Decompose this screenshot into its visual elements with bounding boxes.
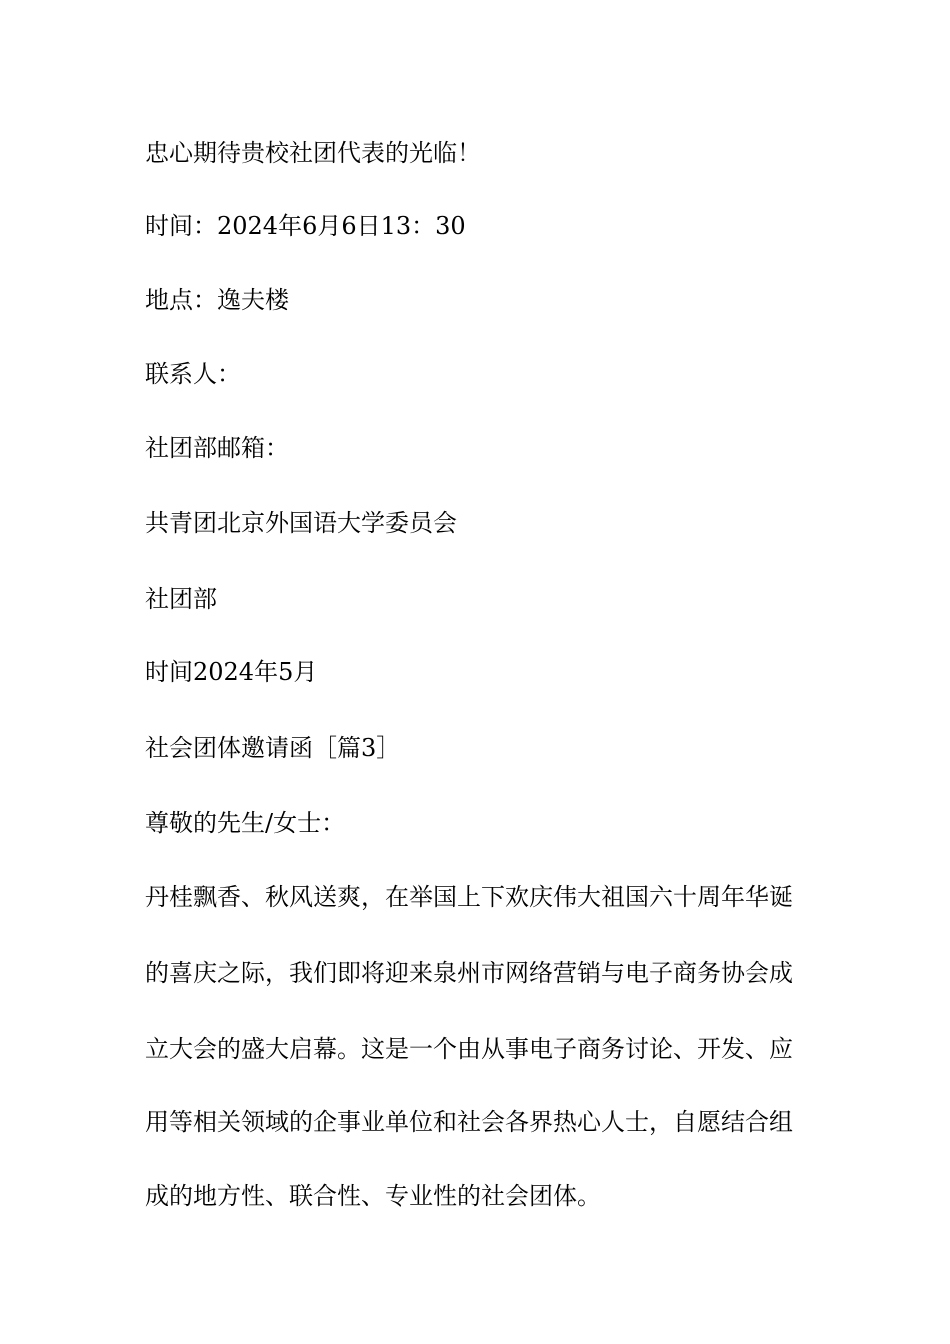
issue-date: 时间2024年5月 — [145, 658, 318, 686]
salutation: 尊敬的先生/女士： — [145, 809, 346, 837]
organization-name: 共青团北京外国语大学委员会 — [145, 509, 457, 537]
section-heading: 社会团体邀请函［篇3］ — [145, 734, 401, 762]
body-line: 的喜庆之际，我们即将迎来泉州市网络营销与电子商务协会成 — [145, 959, 793, 987]
body-line: 丹桂飘香、秋风送爽，在举国上下欢庆伟大祖国六十周年华诞 — [145, 883, 793, 911]
department-name: 社团部 — [145, 585, 217, 613]
department-email: 社团部邮箱： — [145, 434, 289, 462]
body-line: 用等相关领域的企事业单位和社会各界热心人士，自愿结合组 — [145, 1108, 793, 1136]
contact-person: 联系人： — [145, 360, 241, 388]
closing-line: 忠心期待贵校社团代表的光临！ — [145, 139, 481, 167]
event-location: 地点：逸夫楼 — [145, 286, 289, 314]
event-time: 时间：2024年6月6日13：30 — [145, 212, 466, 240]
body-line: 立大会的盛大启幕。这是一个由从事电子商务讨论、开发、应 — [145, 1035, 793, 1063]
body-line: 成的地方性、联合性、专业性的社会团体。 — [145, 1182, 601, 1210]
